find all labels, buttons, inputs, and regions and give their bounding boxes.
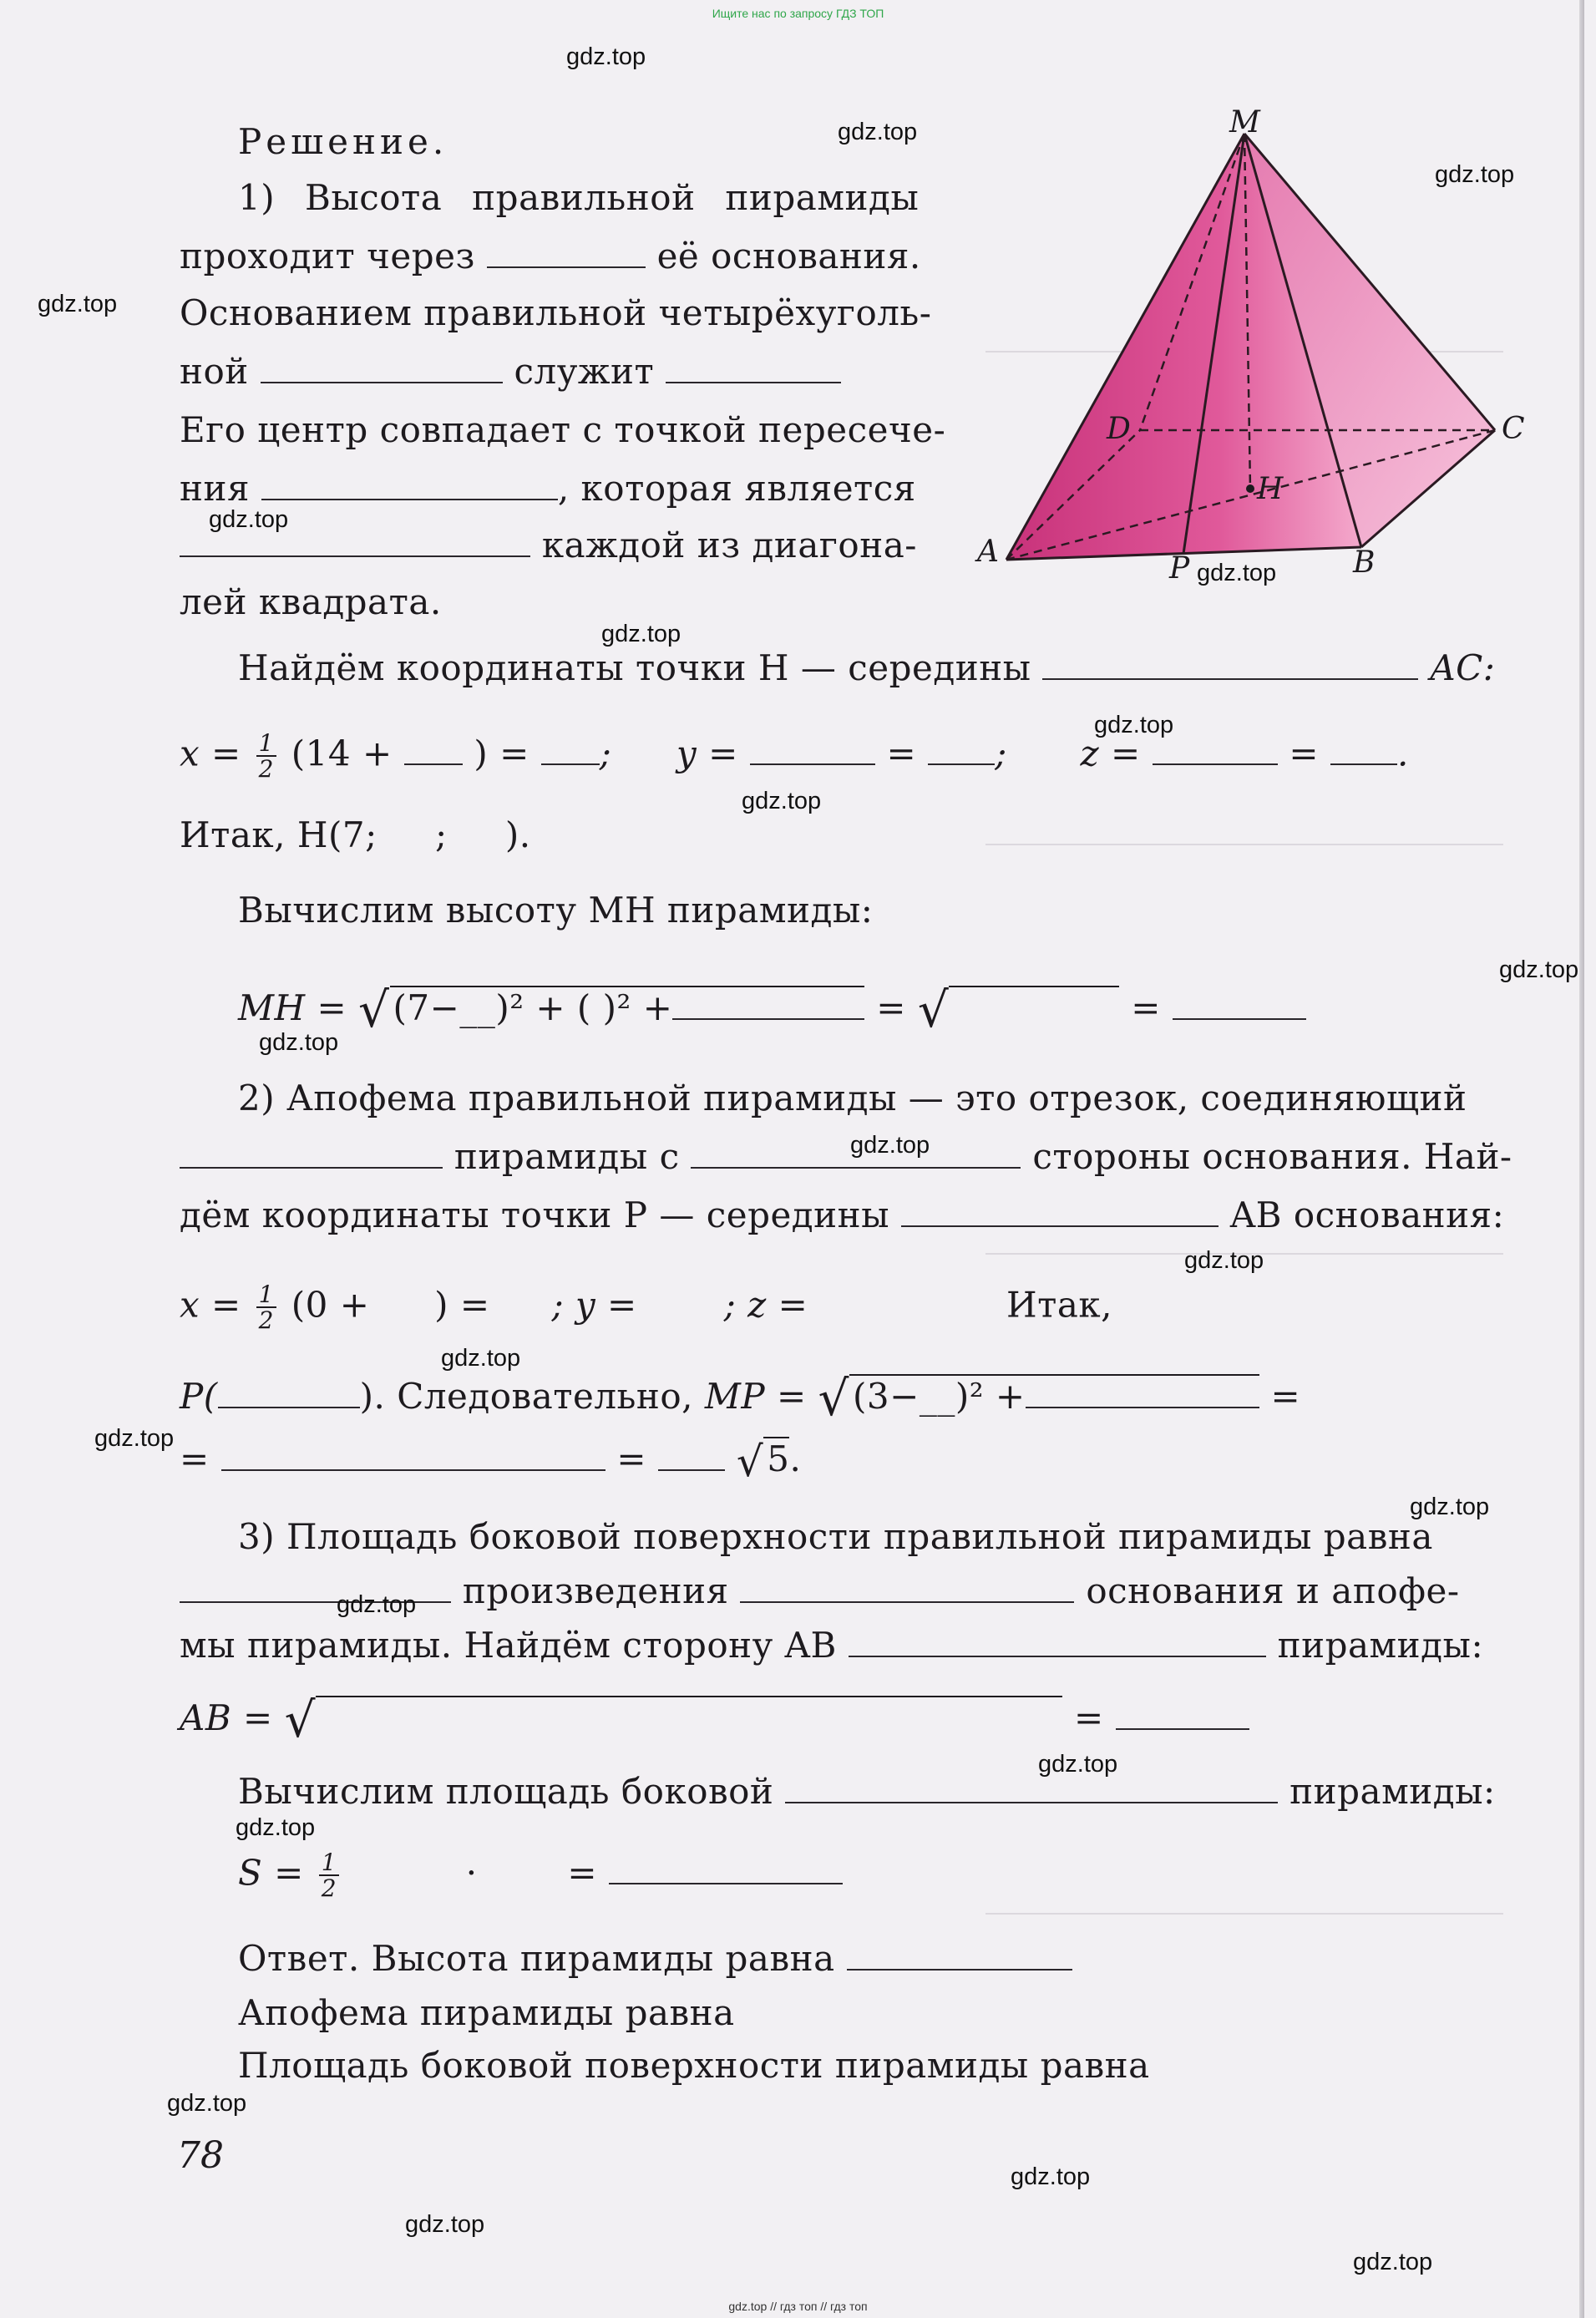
watermark: gdz.top [209, 506, 289, 533]
watermark: gdz.top [742, 788, 822, 814]
watermark: gdz.top [167, 2090, 247, 2117]
step1-line3: Основанием правильной четырёхуголь- [180, 292, 932, 333]
watermark: gdz.top [1499, 956, 1579, 983]
blank-input[interactable] [319, 1700, 1062, 1730]
blank-input[interactable] [740, 1571, 1074, 1603]
bleed-line [985, 844, 1503, 845]
page-number: 78 [177, 2134, 224, 2177]
blank-input[interactable] [849, 1626, 1266, 1657]
blank-input[interactable] [180, 1137, 443, 1169]
blank-input[interactable] [785, 1772, 1278, 1803]
s-formula: S = $\frac{1}{2}$ · = [238, 1850, 843, 1901]
watermark: gdz.top [838, 119, 918, 145]
watermark: gdz.top [259, 1029, 339, 1056]
h-line1: Найдём координаты точки H — середины AC: [238, 647, 1496, 688]
step1-line4: ной служит [180, 351, 841, 393]
blank-input[interactable] [750, 733, 875, 765]
p-coords: x = $\frac{1}{2}$ (0 + ) = ; y = ; z = Итак, [180, 1281, 1113, 1335]
watermark: gdz.top [850, 1132, 930, 1159]
step2-line3: дём координаты точки P — середины AB основания: [180, 1195, 1505, 1235]
step3-line1: 3) Площадь боковой поверхности правильной пирамиды равна [238, 1516, 1433, 1557]
step1-line2: проходит через её основания. [180, 236, 921, 276]
label-a: A [977, 535, 999, 569]
p-result: P( ). Следовательно, MP = √(3−__)² + = [180, 1370, 1301, 1427]
label-m: M [1229, 105, 1260, 139]
step1-line8: лей квадрата. [180, 581, 442, 622]
h-coords: x = $\frac{1}{2}$ (14 + ) = ; y = = ; z = = . [180, 729, 1409, 784]
label-p: P [1169, 551, 1190, 586]
watermark: gdz.top [1435, 161, 1515, 188]
blank-input[interactable] [261, 352, 503, 383]
blank-input[interactable] [928, 733, 995, 765]
blank-input[interactable] [1173, 988, 1306, 1020]
solution-title: Решение. [238, 121, 448, 162]
watermark: gdz.top [1038, 1751, 1118, 1778]
blank-input[interactable] [672, 988, 864, 1020]
blank-input[interactable] [666, 352, 841, 383]
watermark: gdz.top [1410, 1494, 1490, 1520]
answer-line3: Площадь боковой поверхности пирамиды равна [238, 2045, 1150, 2086]
label-c: C [1502, 412, 1525, 446]
blank-input[interactable] [1026, 1377, 1259, 1408]
point-h [1246, 484, 1254, 493]
blank-input[interactable] [261, 469, 558, 500]
watermark: gdz.top [236, 1814, 316, 1841]
mh-line1: Вычислим высоту MH пирамиды: [238, 890, 874, 931]
blank-input[interactable] [609, 1853, 843, 1884]
blank-input[interactable] [952, 990, 1119, 1020]
watermark: gdz.top [405, 2211, 485, 2238]
watermark: gdz.top [1197, 560, 1277, 586]
blank-input[interactable] [1116, 1698, 1249, 1730]
step3-line2: произведения основания и апофе- [180, 1570, 1460, 1612]
step3-line5: Вычислим площадь боковой пирамиды: [238, 1771, 1496, 1812]
step3-line3: мы пирамиды. Найдём сторону AB пирамиды: [180, 1625, 1484, 1666]
ab-formula: AB = √ = [180, 1692, 1249, 1750]
watermark: gdz.top [566, 43, 646, 70]
step1-line5: Его центр совпадает с точкой пересече- [180, 409, 946, 450]
mh-formula: MH = √(7−__)² + ( )² + = √ = [238, 981, 1306, 1040]
blank-input[interactable] [847, 1939, 1072, 1971]
label-b: B [1353, 545, 1376, 580]
blank-input[interactable] [218, 1377, 360, 1408]
fraction: $\frac{1}{2}$ [256, 731, 276, 782]
fraction: $\frac{1}{2}$ [319, 1850, 339, 1901]
bottom-banner[interactable]: gdz.top // гдз топ // гдз топ [728, 2300, 868, 2313]
blank-input[interactable] [221, 1439, 605, 1471]
step1-line1: 1) Высота правильной пирамиды [238, 177, 920, 218]
watermark: gdz.top [1353, 2249, 1433, 2275]
answer-line2: Апофема пирамиды равна [238, 1992, 735, 2033]
fraction: $\frac{1}{2}$ [256, 1282, 276, 1333]
blank-input[interactable] [1330, 733, 1397, 765]
watermark: gdz.top [1184, 1247, 1264, 1274]
blank-input[interactable] [404, 733, 463, 765]
label-d: D [1107, 412, 1131, 446]
blank-input[interactable] [901, 1195, 1219, 1227]
answer-line1: Ответ. Высота пирамиды равна [238, 1938, 1072, 1980]
step2-line1: 2) Апофема правильной пирамиды — это отрезок, соединяющий [238, 1078, 1467, 1118]
blank-input[interactable] [1042, 648, 1418, 680]
watermark: gdz.top [38, 291, 118, 317]
watermark: gdz.top [94, 1425, 175, 1452]
step1-line6: ния , которая является [180, 468, 916, 509]
watermark: gdz.top [601, 621, 681, 647]
watermark: gdz.top [337, 1591, 417, 1618]
blank-input[interactable] [658, 1439, 725, 1471]
watermark: gdz.top [1011, 2163, 1091, 2190]
blank-input[interactable] [541, 733, 600, 765]
watermark: gdz.top [1094, 712, 1174, 738]
top-banner[interactable]: Ищите нас по запросу ГДЗ ТОП [712, 7, 884, 20]
mp-result: = = √5. [180, 1438, 802, 1486]
page-edge [1579, 0, 1584, 2318]
watermark: gdz.top [441, 1345, 521, 1372]
blank-input[interactable] [487, 236, 646, 268]
step2-line2: пирамиды с стороны основания. Най- [180, 1136, 1512, 1178]
label-h: H [1257, 472, 1284, 506]
step1-line7: каждой из диагона- [180, 525, 917, 566]
h-result: Итак, H(7; ; ). [180, 814, 531, 855]
bleed-line [985, 1913, 1503, 1915]
